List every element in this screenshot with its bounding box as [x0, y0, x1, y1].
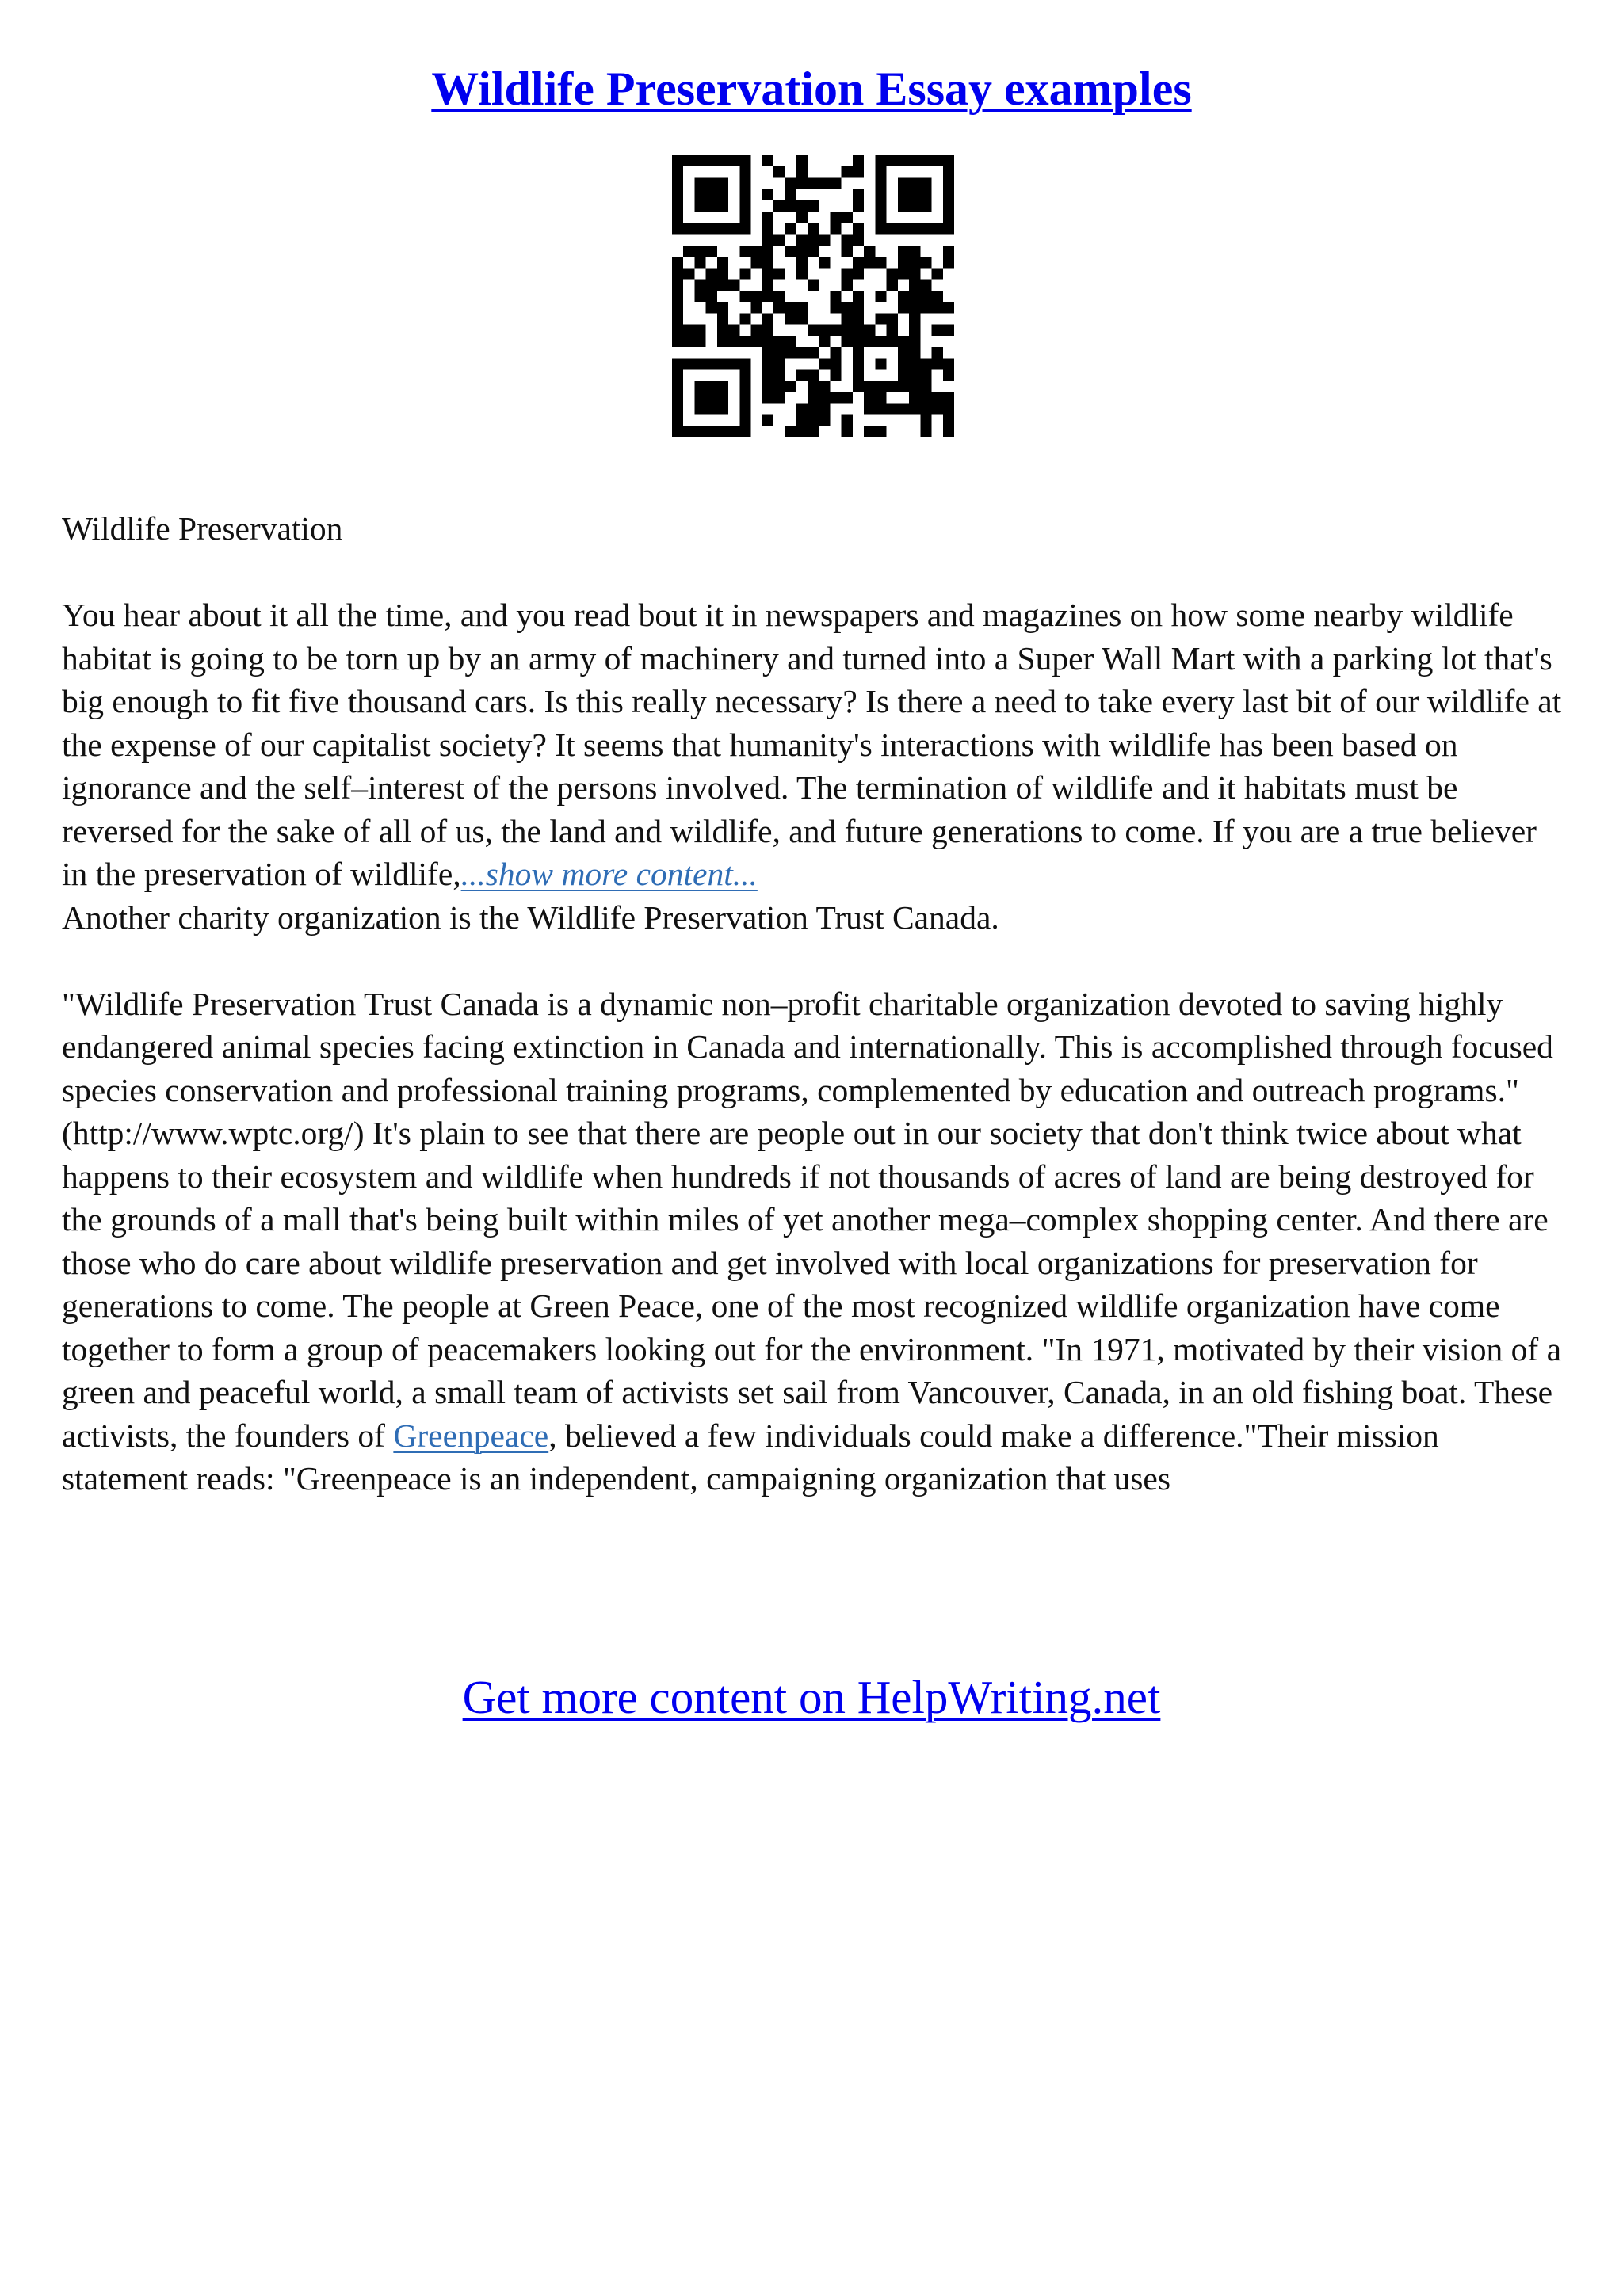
- footer-cta: [0, 1667, 1623, 1727]
- paragraph-intro: [62, 593, 1568, 896]
- get-more-content-link[interactable]: Get more content on HelpWriting.net: [462, 1671, 1161, 1723]
- show-more-link[interactable]: ...show more content...: [460, 856, 758, 892]
- paragraph-charity: Another charity organization is the Wildlife Preservation Trust Canada.: [62, 898, 999, 936]
- page-title: [0, 57, 1623, 120]
- paragraph-trust-text-1: "Wildlife Preservation Trust Canada is a dynamic non–profit charitable organization devoted to saving highly endangered animal species facing extinction in Canada and internationally. This is accomplished through focused species conservation and professional training programs, complemented by education and outreach programs." (http://www.wptc.org/) It's plain to see that there are people out in our society that don't think twice about what happens to their ecosystem and wildlife when hundreds if not thousands of acres of land are being destroyed for the grounds of a mall that's being built within miles of yet another mega–complex shopping center. And there are those who do care about wildlife preservation and get involved with local organizations for preservation for generations to come. The people at Green Peace, one of the most recognized wildlife organization have come together to form a group of peacemakers looking out for the environment. "In 1971, motivated by their vision of a green and peaceful world, a small team of activists set sail from Vancouver, Canada, in an old fishing boat. These activists, the founders of: [62, 985, 1562, 1454]
- greenpeace-link[interactable]: Greenpeace: [393, 1417, 549, 1454]
- paragraph-trust: [62, 982, 1568, 1501]
- essay-body: [62, 507, 1568, 1501]
- paragraph-intro-text: You hear about it all the time, and you read bout it in newspapers and magazines on how some nearby wildlife habitat is going to be torn up by an army of machinery and turned into a Super Wall Mart with a parking lot that's big enough to fit five thousand cars. Is this really necessary? Is there a need to take every last bit of our wildlife at the expense of our capitalist society? It seems that humanity's interactions with wildlife has been based on ignorance and the self–interest of the persons involved. The termination of wildlife and it habitats must be reversed for the sake of all of us, the land and wildlife, and future generations to come. If you are a true believer in the preservation of wildlife,: [62, 597, 1562, 892]
- title-link[interactable]: Wildlife Preservation Essay examples: [431, 63, 1192, 115]
- qr-code-icon: [672, 155, 954, 437]
- paragraph-trust-text-2: , believed a few individuals could make a difference."Their mission statement reads: "Greenpeace is an independent, campaigning organization that uses: [62, 1417, 1439, 1497]
- section-heading: Wildlife Preservation: [62, 510, 343, 547]
